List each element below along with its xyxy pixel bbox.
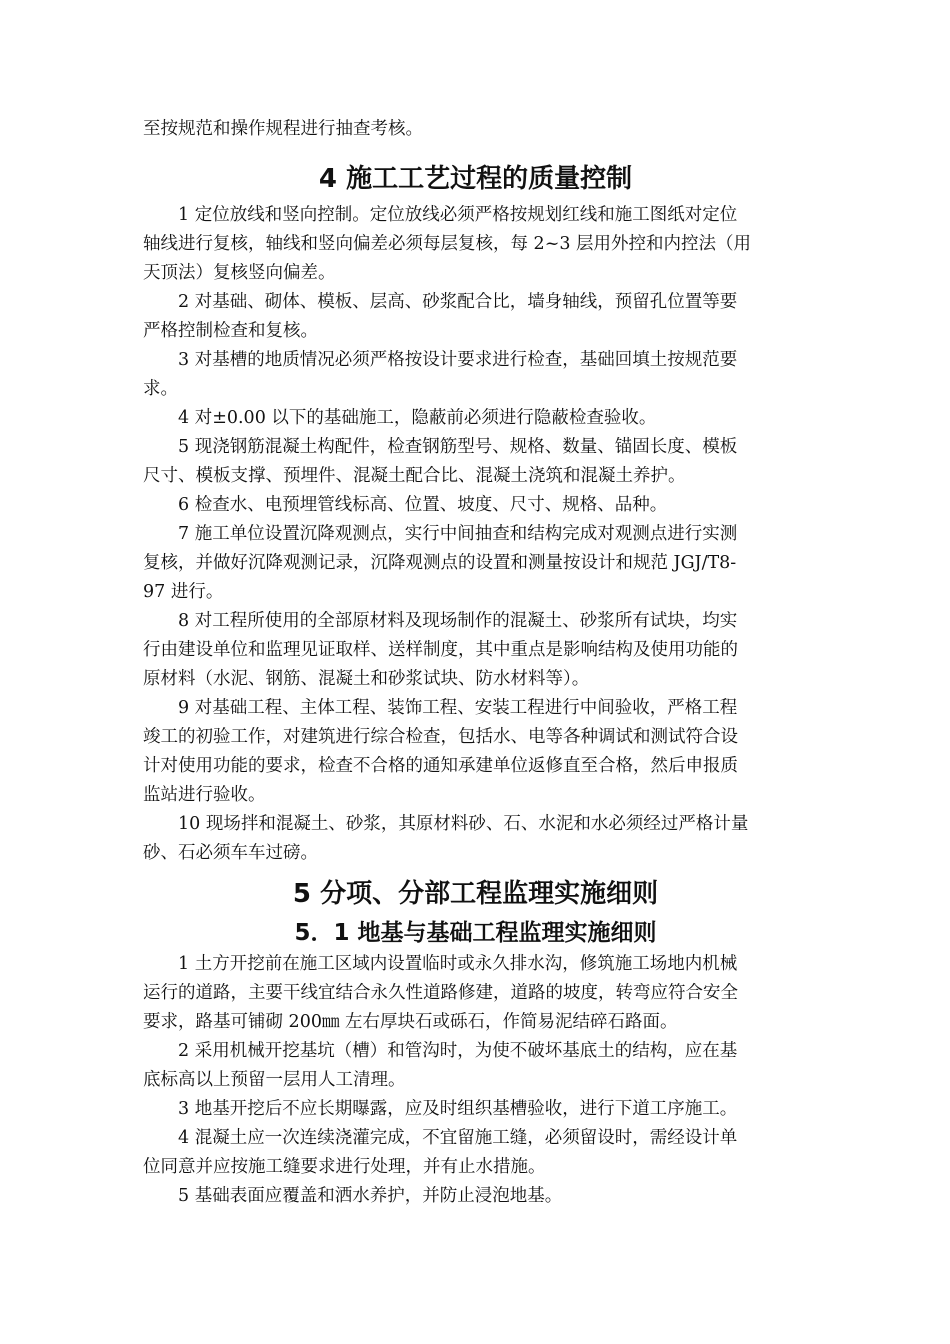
text-line: 竣工的初验工作，对建筑进行综合检查，包括水、电等各种调试和测试符合设: [143, 727, 738, 747]
text-line: 2 采用机械开挖基坑（槽）和管沟时，为使不破坏基底土的结构，应在基: [178, 1041, 738, 1061]
section-4-body: [143, 201, 808, 868]
text-line: 求。: [143, 379, 178, 399]
text-line: 10 现场拌和混凝土、砂浆，其原材料砂、石、水泥和水必须经过严格计量: [178, 814, 749, 834]
paragraph: [143, 201, 808, 288]
paragraph: [143, 491, 808, 520]
text-line: 5 现浇钢筋混凝土构配件，检查钢筋型号、规格、数量、锚固长度、模板: [178, 437, 738, 457]
text-line: 监站进行验收。: [143, 785, 266, 805]
paragraph: [143, 607, 808, 694]
paragraph: [143, 404, 808, 433]
intro-line: 至按规范和操作规程进行抽查考核。: [143, 119, 423, 139]
paragraph: [143, 1124, 808, 1182]
text-line: 6 检查水、电预埋管线标高、位置、坡度、尺寸、规格、品种。: [178, 495, 668, 515]
text-line: 8 对工程所使用的全部原材料及现场制作的混凝土、砂浆所有试块，均实: [178, 611, 738, 631]
paragraph: [143, 950, 808, 1037]
section-5-heading: 5 分项、分部工程监理实施细则: [292, 879, 659, 909]
text-line: 要求，路基可铺砌 200㎜ 左右厚块石或砾石，作简易泥结碎石路面。: [143, 1012, 678, 1032]
text-line: 97 进行。: [143, 582, 224, 602]
page-content: [143, 115, 808, 1211]
text-line: 5 基础表面应覆盖和洒水养护，并防止浸泡地基。: [178, 1186, 563, 1206]
paragraph: [143, 288, 808, 346]
text-line: 天顶法）复核竖向偏差。: [143, 263, 336, 283]
text-line: 4 对±0.00 以下的基础施工，隐蔽前必须进行隐蔽检查验收。: [178, 408, 657, 428]
paragraph: [143, 520, 808, 607]
text-line: 位同意并应按施工缝要求进行处理，并有止水措施。: [143, 1157, 546, 1177]
text-line: 行由建设单位和监理见证取样、送样制度，其中重点是影响结构及使用功能的: [143, 640, 738, 660]
section-4-heading: 4 施工工艺过程的质量控制: [318, 164, 633, 194]
paragraph: [143, 346, 808, 404]
section-5-1-body: [143, 950, 808, 1211]
paragraph: [143, 1037, 808, 1095]
text-line: 7 施工单位设置沉降观测点，实行中间抽查和结构完成对观测点进行实测: [178, 524, 738, 544]
text-line: 运行的道路，主要干线宜结合永久性道路修建，道路的坡度，转弯应符合安全: [143, 983, 738, 1003]
paragraph: [143, 1095, 808, 1124]
text-line: 1 定位放线和竖向控制。定位放线必须严格按规划红线和施工图纸对定位: [178, 205, 738, 225]
section-5-1-heading: 5．1 地基与基础工程监理实施细则: [294, 920, 657, 946]
text-line: 轴线进行复核，轴线和竖向偏差必须每层复核，每 2~3 层用外控和内控法（用: [143, 234, 752, 254]
text-line: 4 混凝土应一次连续浇灌完成，不宜留施工缝，必须留设时，需经设计单: [178, 1128, 738, 1148]
text-line: 计对使用功能的要求，检查不合格的通知承建单位返修直至合格，然后申报质: [143, 756, 738, 776]
text-line: 3 对基槽的地质情况必须严格按设计要求进行检查，基础回填土按规范要: [178, 350, 738, 370]
text-line: 严格控制检查和复核。: [143, 321, 318, 341]
text-line: 1 土方开挖前在施工区域内设置临时或永久排水沟，修筑施工场地内机械: [178, 954, 738, 974]
text-line: 原材料（水泥、钢筋、混凝土和砂浆试块、防水材料等）。: [143, 669, 590, 689]
text-line: 3 地基开挖后不应长期曝露，应及时组织基槽验收，进行下道工序施工。: [178, 1099, 738, 1119]
text-line: 复核，并做好沉降观测记录，沉降观测点的设置和测量按设计和规范 JGJ/T8-: [143, 553, 737, 573]
paragraph: [143, 433, 808, 491]
text-line: 2 对基础、砌体、模板、层高、砂浆配合比，墙身轴线，预留孔位置等要: [178, 292, 738, 312]
paragraph: [143, 810, 808, 868]
text-line: 9 对基础工程、主体工程、装饰工程、安装工程进行中间验收，严格工程: [178, 698, 738, 718]
paragraph: [143, 694, 808, 810]
text-line: 底标高以上预留一层用人工清理。: [143, 1070, 406, 1090]
text-line: 尺寸、模板支撑、预埋件、混凝土配合比、混凝土浇筑和混凝土养护。: [143, 466, 686, 486]
paragraph: [143, 1182, 808, 1211]
text-line: 砂、石必须车车过磅。: [143, 843, 318, 863]
